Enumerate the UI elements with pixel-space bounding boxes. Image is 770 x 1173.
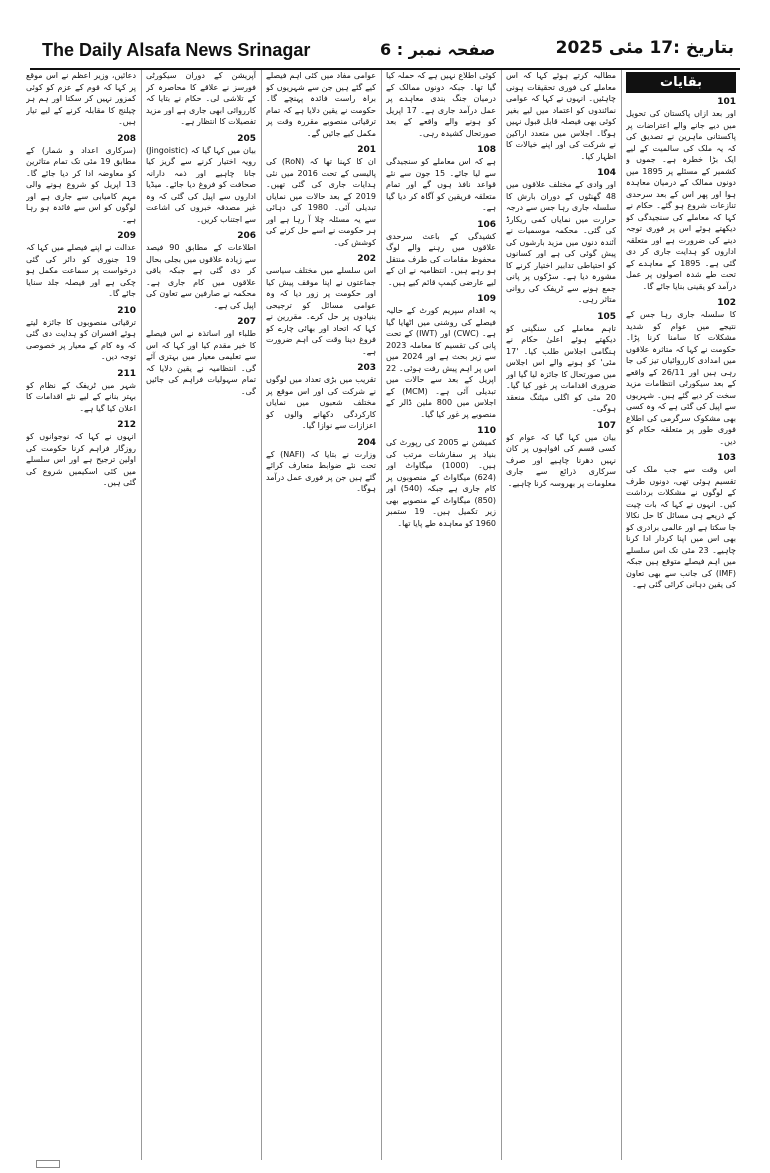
item-number: 212 — [117, 420, 136, 430]
item-number: 102 — [717, 298, 736, 308]
article-item — [266, 70, 376, 139]
column-divider — [141, 70, 142, 1160]
item-number: 206 — [237, 231, 256, 241]
item-number: 109 — [477, 294, 496, 304]
article-item — [626, 298, 736, 447]
item-text: ترقیاتی منصوبوں کا جائزہ لیتے ہوئے افسران کو ہدایت دی گئی کہ وہ کام کے معیار پر خصوصی توجہ دیں۔ — [26, 317, 136, 361]
item-number: 110 — [477, 426, 496, 436]
item-text: بیان میں کہا گیا کہ عوام کو کسی قسم کی افواہوں پر کان نہیں دھرنا چاہیے اور صرف سرکاری ذرائع سے جاری معلومات پر بھروسہ کرنا چاہیے۔ — [506, 432, 616, 488]
item-text: اس سلسلے میں مختلف سیاسی جماعتوں نے اپنا موقف پیش کیا اور حکومت پر زور دیا کہ وہ عوامی مسائل کو ترجیحی بنیادوں پر حل کرے۔ مقررین نے کہا کہ اتحاد اور بھائی چارے کو فروغ دینا وقت کی اہم ضرورت ہے۔ — [266, 266, 376, 356]
item-number: 211 — [117, 368, 136, 379]
article-item — [26, 134, 136, 226]
masthead-title: The Daily Alsafa News Srinagar — [42, 40, 311, 60]
item-text: کا سلسلہ جاری رہا جس کے نتیجے میں عوام کو شدید مشکلات کا سامنا کرنا پڑا۔ حکومت نے کہا کہ متاثرہ علاقوں میں امدادی کارروائیاں تیز کی جا رہی ہیں اور 26/11 کے واقعے کے بعد سیکورٹی انتظامات مزید سخت کر دیے گئے ہیں۔ شہریوں سے اپیل کی گئی ہے کہ وہ کسی بھی مشکوک سرگرمی کی اطلاع فوری طور پر متعلقہ حکام کو دیں۔ — [626, 310, 736, 446]
article-item — [26, 306, 136, 363]
item-text: وزارت نے بتایا کہ (NAFI) کے تحت نئے ضوابط متعارف کرائے گئے ہیں جن پر فوری عمل درآمد ہوگا۔ — [266, 449, 376, 493]
item-number: 108 — [477, 145, 496, 155]
column-2 — [506, 70, 616, 1160]
footer-mark — [36, 1160, 60, 1168]
item-text: طلباء اور اساتذہ نے اس فیصلے کا خیر مقدم کیا اور کہا کہ اس سے تعلیمی معیار میں بہتری آئے گی۔ انتظامیہ نے یقین دلایا کہ تمام سہولیات فراہم کی جائیں گی۔ — [146, 329, 256, 396]
article-item — [146, 134, 256, 226]
article-item — [386, 145, 496, 214]
item-number: 203 — [357, 363, 376, 373]
article-item — [386, 426, 496, 529]
article-item — [146, 317, 256, 397]
item-number: 205 — [237, 133, 256, 144]
section-title: بقایات — [626, 72, 736, 93]
article-item — [626, 97, 736, 292]
item-text: بیان میں کہا گیا کہ (Jingoistic) رویہ اختیار کرنے سے گریز کیا جانا چاہیے اور ذمہ دارانہ صحافت کو فروغ دیا جائے۔ میڈیا اداروں سے اپیل کی گئی کہ وہ غیر مصدقہ خبروں کی اشاعت سے اجتناب کریں۔ — [146, 145, 256, 224]
item-text: ان کا کہنا تھا کہ (RoN) کی پالیسی کے تحت 2016 میں نئی ہدایات جاری کی گئی تھیں۔ 2019 کے بعد حالات میں نمایاں تبدیلی آئی۔ 1980 کی دہائی سے یہ مسئلہ چلا آ رہا ہے اور ہر حکومت نے اسے حل کرنے کی کوشش کی۔ — [266, 157, 376, 247]
item-text: یہ اقدام سپریم کورٹ کے حالیہ فیصلے کی روشنی میں اٹھایا گیا ہے۔ (CWC) اور (IWT) کے تحت پانی کی تقسیم کا معاملہ 2023 سے زیر بحث ہے اور 2024 میں اس پر اہم پیش رفت ہوئی۔ 22 اپریل کے بعد سے حالات میں تبدیلی آئی ہے۔ (MCM) کے اجلاس میں 800 ملین ڈالر کے منصوبے پر غور کیا گیا۔ — [386, 306, 496, 419]
article-item — [26, 369, 136, 415]
article-item — [506, 168, 616, 306]
column-5 — [146, 70, 256, 1160]
article-item — [146, 231, 256, 311]
item-number: 107 — [597, 420, 616, 431]
item-text: کمیشن نے 2005 کی رپورٹ کی بنیاد پر سفارشات مرتب کی ہیں۔ (1000) میگاواٹ اور (624) میگاواٹ کے منصوبوں پر کام جاری ہے جبکہ (540) اور (850) میگاواٹ کے منصوبے بھی زیر تکمیل ہیں۔ 19 ستمبر 1960 کو معاہدہ طے پایا تھا۔ — [386, 438, 496, 528]
item-text: مطالبہ کرتے ہوئے کہا کہ اس معاملے کی فوری تحقیقات ہونی چاہئیں۔ انہوں نے کہا کہ عوامی نمائندوں کو اعتماد میں لیے بغیر کوئی بھی فیصلہ قابل قبول نہیں ہوگا۔ اجلاس میں متعدد اراکین نے شرکت کی اور اپنے خیالات کا اظہار کیا۔ — [506, 71, 616, 161]
column-divider — [261, 70, 262, 1160]
column-6 — [26, 70, 136, 1160]
item-text: شہر میں ٹریفک کے نظام کو بہتر بنانے کے لیے نئے اقدامات کا اعلان کیا گیا ہے۔ — [26, 380, 136, 413]
item-text: اطلاعات کے مطابق 90 فیصد سے زیادہ علاقوں میں بجلی بحال کر دی گئی ہے جبکہ باقی علاقوں میں کام جاری ہے۔ محکمہ نے صارفین سے تعاون کی اپیل کی ہے۔ — [146, 243, 256, 310]
item-number: 106 — [477, 219, 496, 230]
item-number: 210 — [117, 305, 136, 316]
item-text: تاہم معاملے کی سنگینی کو دیکھتے ہوئے اعلیٰ حکام نے ہنگامی اجلاس طلب کیا۔ '17 مئی' کو ہونے والے اس اجلاس میں صورتحال کا جائزہ لیا گیا اور ضروری اقدامات پر غور کیا گیا۔ 20 مئی کو اگلی میٹنگ منعقد ہوگی۔ — [506, 323, 616, 413]
article-item — [26, 70, 136, 128]
item-number: 204 — [357, 437, 376, 448]
article-item — [26, 420, 136, 489]
item-number: 105 — [597, 311, 616, 322]
article-item — [266, 438, 376, 495]
article-item — [386, 70, 496, 139]
item-number: 101 — [717, 97, 736, 107]
item-text: کشیدگی کے باعث سرحدی علاقوں میں رہنے والے لوگ محفوظ مقامات کی طرف منتقل ہو رہے ہیں۔ انتظامیہ نے ان کے لیے عارضی کیمپ قائم کیے ہیں۔ — [386, 231, 496, 287]
page-number-label: صفحہ نمبر : 6 — [380, 40, 496, 59]
article-columns — [26, 70, 740, 1160]
issue-date: بتاریخ :17 مئی 2025 — [555, 38, 734, 58]
item-text: کوئی اطلاع نہیں ہے کہ حملہ کیا گیا تھا۔ جبکہ دونوں ممالک کے درمیان جنگ بندی معاہدے پر عمل درآمد جاری ہے۔ 17 اپریل کو ہونے والے واقعے کے بعد صورتحال کشیدہ رہی۔ — [386, 71, 496, 138]
article-item — [266, 145, 376, 248]
item-number: 104 — [597, 168, 616, 178]
article-item — [506, 312, 616, 415]
column-divider — [501, 70, 502, 1160]
item-number: 209 — [117, 231, 136, 241]
item-text: دعائیں، وزیر اعظم نے اس موقع پر کہا کہ قوم کے عزم کو کوئی کمزور نہیں کر سکتا اور ہم ہر چیلنج کا مقابلہ کرنے کے لیے تیار ہیں۔ — [26, 71, 136, 126]
item-number: 207 — [237, 317, 256, 327]
article-item — [266, 363, 376, 432]
item-number: 208 — [117, 133, 136, 144]
item-text: (سرکاری اعداد و شمار) کے مطابق 19 مئی تک تمام متاثرین کو معاوضہ ادا کر دیا جائے گا۔ 13 اپریل کو شروع ہونے والی مہم کامیابی سے جاری ہے اور لوگوں کو اس سے فائدہ ہو رہا ہے۔ — [26, 145, 136, 224]
article-item — [146, 70, 256, 128]
article-item — [506, 70, 616, 162]
item-text: عوامی مفاد میں کئی اہم فیصلے کیے گئے ہیں جن سے شہریوں کو براہ راست فائدہ پہنچے گا۔ حکومت نے یقین دلایا ہے کہ تمام ترقیاتی منصوبے مقررہ وقت پر مکمل کیے جائیں گے۔ — [266, 71, 376, 138]
article-item — [386, 294, 496, 420]
page-header — [30, 30, 740, 70]
column-1 — [626, 70, 736, 1160]
article-item — [506, 421, 616, 490]
item-text: انہوں نے کہا کہ نوجوانوں کو روزگار فراہم کرنا حکومت کی اولین ترجیح ہے اور اس سلسلے میں کئی اسکیمیں شروع کی گئی ہیں۔ — [26, 432, 136, 487]
item-text: تقریب میں بڑی تعداد میں لوگوں نے شرکت کی اور اس موقع پر مختلف شعبوں میں نمایاں کارکردگی دکھانے والوں کو اعزازات سے نوازا گیا۔ — [266, 375, 376, 430]
item-text: اور وادی کے مختلف علاقوں میں 48 گھنٹوں کے دوران بارش کا سلسلہ جاری رہا جس سے درجہ حرارت میں نمایاں کمی ریکارڈ کی گئی۔ محکمہ موسمیات نے آئندہ دنوں میں مزید بارشوں کی پیش گوئی کی ہے اور کسانوں کو احتیاطی تدابیر اختیار کرنے کا مشورہ دیا ہے۔ سڑکوں پر پانی جمع ہونے سے ٹریفک کی روانی متاثر رہی۔ — [506, 180, 616, 304]
article-item — [26, 231, 136, 300]
column-divider — [381, 70, 382, 1160]
item-text: اس وقت سے جب ملک کی تقسیم ہوئی تھی، دونوں طرف کے لوگوں نے مشکلات برداشت کیں۔ انہوں نے کہا کہ بات چیت کے ذریعے ہی مسائل کا حل نکالا جا سکتا ہے اور عالمی برادری کو بھی اس میں اپنا کردار ادا کرنا چاہیے۔ 23 مئی تک اس سلسلے میں اہم فیصلے متوقع ہیں جبکہ (IMF) کی جانب سے بھی تعاون کی یقین دہانی کرائی گئی ہے۔ — [626, 465, 736, 589]
article-item — [266, 254, 376, 357]
item-number: 202 — [357, 254, 376, 264]
column-divider — [621, 70, 622, 1160]
article-item — [626, 453, 736, 591]
item-text: اور بعد ازاں پاکستان کی تحویل میں دیے جانے والے اعتراضات پر پاکستانی ماہرین نے تصدیق کی کہ یہ ملک کی سالمیت کے لیے ایک بڑا خطرہ ہے۔ جموں و کشمیر کے مسئلے پر 1895 میں دونوں ممالک کے درمیان معاہدہ ہوا اور پھر اس کے بعد سرحدی تنازعات شروع ہو گئے۔ حکام نے کہا کہ معاملے کی سنجیدگی کو دیکھتے ہوئے اس پر فوری توجہ دینے کی ضرورت ہے اور متعلقہ اداروں کو ہدایت جاری کر دی گئی ہے۔ 1895 کے معاہدے کے تحت طے شدہ اصولوں پر عمل درآمد کو یقینی بنایا جائے گا۔ — [626, 109, 736, 291]
item-text: آپریشن کے دوران سیکورٹی فورسز نے علاقے کا محاصرہ کر کے تلاشی لی۔ حکام نے بتایا کہ کارروائی ابھی جاری ہے اور مزید تفصیلات کا انتظار ہے۔ — [146, 71, 256, 126]
item-text: عدالت نے اپنے فیصلے میں کہا کہ 19 جنوری کو دائر کی گئی درخواست پر سماعت مکمل ہو چکی ہے اور فیصلہ جلد سنایا جائے گا۔ — [26, 243, 136, 298]
item-number: 103 — [717, 453, 736, 463]
column-3 — [386, 70, 496, 1160]
article-item — [386, 220, 496, 289]
item-text: ہے کہ اس معاملے کو سنجیدگی سے لیا جائے۔ 15 جون سے نئے قواعد نافذ ہوں گے اور تمام متعلقہ فریقین کو آگاہ کر دیا گیا ہے۔ — [386, 157, 496, 212]
item-number: 201 — [357, 145, 376, 155]
column-4 — [266, 70, 376, 1160]
